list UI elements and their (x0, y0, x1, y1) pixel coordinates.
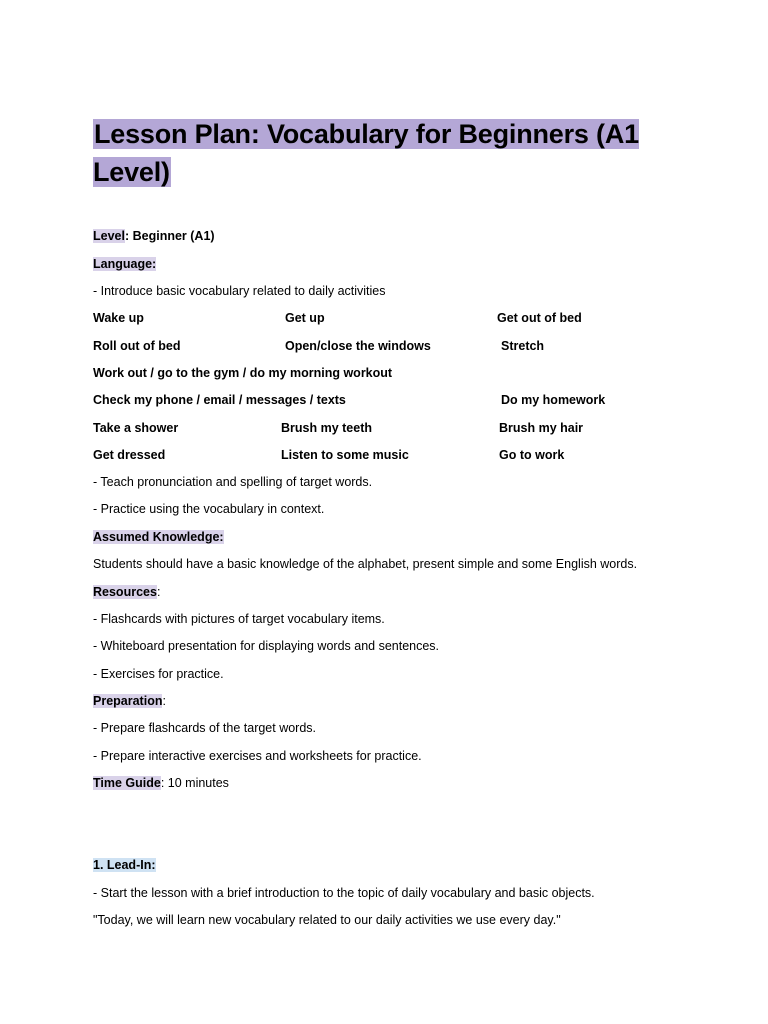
assumed-knowledge-label: Assumed Knowledge: (93, 530, 224, 544)
vocab-word: Roll out of bed (93, 339, 181, 353)
preparation-item: - Prepare flashcards of the target words. (93, 721, 317, 735)
resources-suffix: : (156, 585, 161, 599)
vocab-word: Brush my teeth (281, 421, 372, 435)
intro-vocab-line: - Introduce basic vocabulary related to daily activities (93, 284, 386, 298)
vocab-word: Wake up (93, 311, 144, 325)
vocab-word: Get dressed (93, 448, 166, 462)
lead-in-label: 1. Lead-In: (93, 858, 156, 872)
lead-in-item: - Start the lesson with a brief introduction to the topic of daily vocabulary and basic objects. (93, 886, 595, 900)
preparation-label: Preparation (93, 694, 163, 708)
language-heading (93, 256, 156, 272)
resource-item: - Exercises for practice. (93, 667, 224, 681)
vocab-word: Get out of bed (497, 311, 582, 325)
vocab-word: Take a shower (93, 421, 179, 435)
lead-in-item: "Today, we will learn new vocabulary related to our daily activities we use every day." (93, 913, 561, 927)
vocab-word: Check my phone / email / messages / texts (93, 393, 346, 407)
assumed-knowledge-text: Students should have a basic knowledge of the alphabet, present simple and some English words. (93, 557, 638, 571)
page-title-text: Lesson Plan: Vocabulary for Beginners (A1 Level) (93, 119, 639, 187)
vocab-word: Do my homework (501, 393, 606, 407)
vocab-word: Stretch (501, 339, 545, 353)
time-guide-value: : 10 minutes (160, 776, 229, 790)
language-point: - Practice using the vocabulary in context. (93, 502, 325, 516)
vocab-word: Go to work (499, 448, 565, 462)
resources-label: Resources (93, 585, 157, 599)
language-point: - Teach pronunciation and spelling of target words. (93, 475, 373, 489)
vocab-word: Brush my hair (499, 421, 584, 435)
resource-item: - Whiteboard presentation for displaying words and sentences. (93, 639, 440, 653)
time-guide-label: Time Guide (93, 776, 161, 790)
vocab-word: Work out / go to the gym / do my morning workout (93, 366, 393, 380)
vocab-word: Open/close the windows (285, 339, 431, 353)
level-label: Level (93, 229, 125, 243)
page-title (93, 115, 653, 191)
resources-heading (93, 584, 160, 600)
vocab-word: Listen to some music (281, 448, 409, 462)
resource-item: - Flashcards with pictures of target vocabulary items. (93, 612, 385, 626)
preparation-heading (93, 693, 166, 709)
level-value: : Beginner (A1) (124, 229, 215, 243)
time-guide-line (93, 775, 229, 791)
assumed-knowledge-heading (93, 529, 224, 545)
language-label: Language: (93, 257, 157, 271)
preparation-item: - Prepare interactive exercises and worksheets for practice. (93, 749, 422, 763)
preparation-suffix: : (162, 694, 166, 708)
level-line (93, 228, 215, 244)
lead-in-heading (93, 857, 156, 873)
vocab-word: Get up (285, 311, 325, 325)
